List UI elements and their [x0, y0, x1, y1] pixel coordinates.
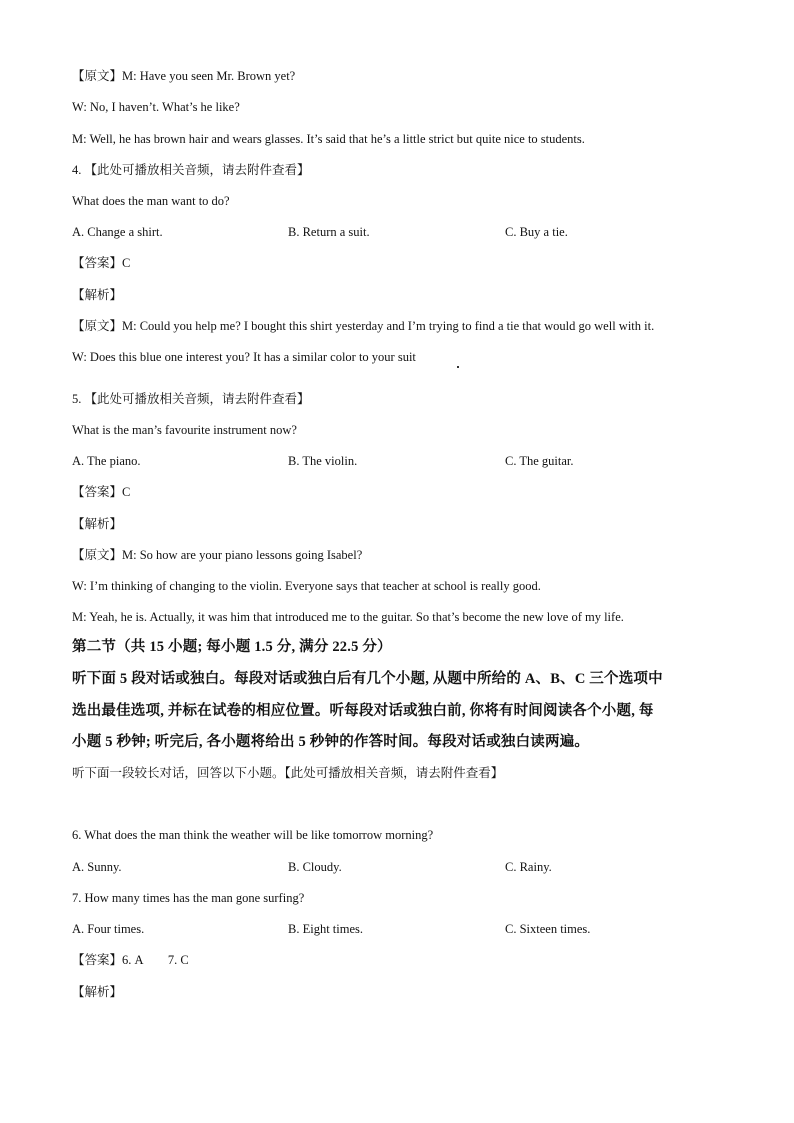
question-6-option-b: B. Cloudy.	[288, 860, 342, 874]
question-6-text: 6. What does the man think the weather will be like tomorrow morning?	[72, 828, 434, 842]
question-5-answer: 【答案】C	[72, 485, 131, 499]
question-7-option-a: A. Four times.	[72, 922, 145, 936]
question-4-text: What does the man want to do?	[72, 194, 230, 208]
question-6-option-c: C. Rainy.	[505, 860, 552, 874]
question-6-7-answer: 【答案】6. A 7. C	[72, 953, 189, 967]
question-4-header: 4. 【此处可播放相关音频，请去附件查看】	[72, 163, 310, 177]
question-4-option-b: B. Return a suit.	[288, 225, 370, 239]
section-2-instructions: 小题 5 秒钟; 听完后, 各小题将给出 5 秒钟的作答时间。每段对话或独白读两遍。	[72, 734, 590, 750]
question-4-option-a: A. Change a shirt.	[72, 225, 163, 239]
transcript-line: W: I’m thinking of changing to the violin. Everyone says that teacher at school is really good.	[72, 579, 541, 593]
section-2-instructions: 听下面 5 段对话或独白。每段对话或独白后有几个小题, 从题中所给的 A、B、C 三个选项中	[72, 671, 663, 687]
transcript-line: M: Well, he has brown hair and wears glasses. It’s said that he’s a little strict but quite nice to students.	[72, 132, 585, 146]
question-5-analysis-label: 【解析】	[72, 517, 123, 531]
transcript-line: W: Does this blue one interest you? It has a similar color to your suit	[72, 350, 416, 364]
section-2-instructions: 选出最佳选项, 并标在试卷的相应位置。听每段对话或独白前, 你将有时间阅读各个小题, 每	[72, 703, 654, 719]
stray-dot	[457, 366, 459, 368]
dialog-intro: 听下面一段较长对话，回答以下小题。【此处可播放相关音频，请去附件查看】	[72, 766, 504, 780]
transcript-line: M: Yeah, he is. Actually, it was him that introduced me to the guitar. So that’s become the new love of my life.	[72, 610, 624, 624]
question-7-text: 7. How many times has the man gone surfing?	[72, 891, 305, 905]
question-6-7-analysis-label: 【解析】	[72, 985, 123, 999]
question-6-option-a: A. Sunny.	[72, 860, 122, 874]
question-4-option-c: C. Buy a tie.	[505, 225, 568, 239]
transcript-line: 【原文】M: Could you help me? I bought this shirt yesterday and I’m trying to find a tie that would go well with it.	[72, 319, 655, 333]
transcript-line: 【原文】M: So how are your piano lessons going Isabel?	[72, 548, 363, 562]
question-4-analysis-label: 【解析】	[72, 288, 123, 302]
question-5-option-a: A. The piano.	[72, 454, 141, 468]
question-4-answer: 【答案】C	[72, 256, 131, 270]
question-7-option-b: B. Eight times.	[288, 922, 363, 936]
question-5-header: 5. 【此处可播放相关音频，请去附件查看】	[72, 392, 310, 406]
question-5-option-c: C. The guitar.	[505, 454, 574, 468]
question-5-text: What is the man’s favourite instrument now?	[72, 423, 297, 437]
section-2-title: 第二节（共 15 小题; 每小题 1.5 分, 满分 22.5 分）	[72, 639, 392, 655]
transcript-line: 【原文】M: Have you seen Mr. Brown yet?	[72, 69, 296, 83]
transcript-line: W: No, I haven’t. What’s he like?	[72, 100, 240, 114]
question-7-option-c: C. Sixteen times.	[505, 922, 591, 936]
question-5-option-b: B. The violin.	[288, 454, 358, 468]
